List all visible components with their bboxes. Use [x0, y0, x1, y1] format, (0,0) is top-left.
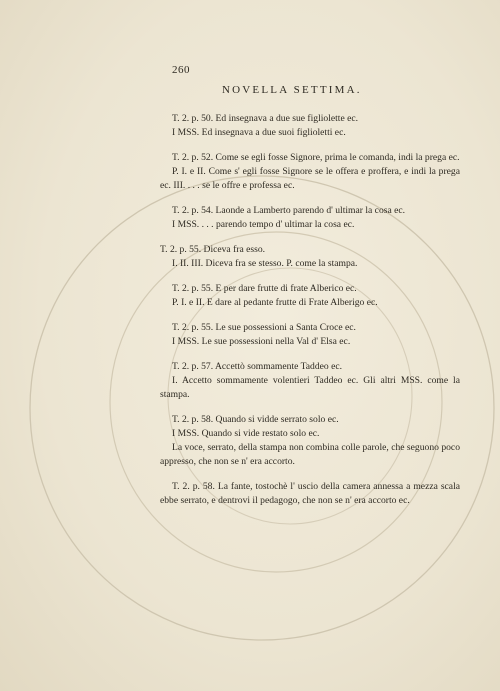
variant-readings-list — [160, 112, 460, 519]
variant-line: T. 2. p. 55. Le sue possessioni a Santa Croce ec. — [172, 321, 356, 333]
variant-line: T. 2. p. 58. La fante, tostochè l' uscio della camera annessa a mezza scala ebbe serrato, e dentrovi il pedagogo, che non se n' era accorto ec. — [160, 481, 460, 507]
variant-line: I MSS. Quando si vide restato solo ec. — [172, 427, 320, 439]
variant-line: I. Accetto sommamente volentieri Taddeo ec. Gli altri MSS. come la stampa. — [160, 374, 460, 401]
page-number: 260 — [172, 64, 190, 76]
variant-line: T. 2. p. 55. E per dare frutte di frate Alberico ec. — [172, 282, 357, 294]
variant-entry — [160, 413, 460, 470]
variant-line: I MSS. . . . parendo tempo d' ultimar la cosa ec. — [172, 219, 355, 231]
running-head: NOVELLA SETTIMA. — [222, 84, 362, 96]
variant-line: T. 2. p. 50. Ed insegnava a due sue figliolette ec. — [172, 113, 359, 124]
variant-line: La voce, serrato, della stampa non combina colle parole, che seguono poco appresso, che non se n' era accorto. — [160, 442, 460, 468]
variant-line: T. 2. p. 58. Quando si vidde serrato solo ec. — [172, 413, 339, 425]
variant-line: I. II. III. Diceva fra se stesso. P. come la stampa. — [172, 258, 358, 270]
variant-line: P. I. e II. Come s' egli fosse Signore se le offera e proffera, e indi la prega ec. III. . . . se le offre e professa ec. — [160, 166, 460, 192]
variant-line: I MSS. Ed insegnava a due suoi figlioletti ec. — [172, 127, 346, 139]
variant-entry — [160, 112, 460, 140]
variant-line: T. 2. p. 52. Come se egli fosse Signore, prima le comanda, indi la prega ec. — [172, 151, 460, 163]
variant-line: T. 2. p. 57. Accettò sommamente Taddeo ec. — [172, 360, 343, 372]
variant-entry — [160, 360, 460, 403]
variant-line: T. 2. p. 54. Laonde a Lamberto parendo d' ultimar la cosa ec. — [172, 205, 406, 217]
variant-entry — [160, 282, 460, 310]
variant-entry — [160, 243, 460, 271]
variant-entry — [160, 480, 460, 508]
variant-line: I MSS. Le sue possessioni nella Val d' Elsa ec. — [172, 335, 351, 347]
variant-entry — [160, 204, 460, 232]
variant-line: T. 2. p. 55. Diceva fra esso. — [160, 243, 266, 255]
variant-line: P. I. e II. E dare al pedante frutte di Frate Alberigo ec. — [172, 297, 378, 309]
variant-entry — [160, 321, 460, 349]
variant-entry — [160, 151, 460, 194]
